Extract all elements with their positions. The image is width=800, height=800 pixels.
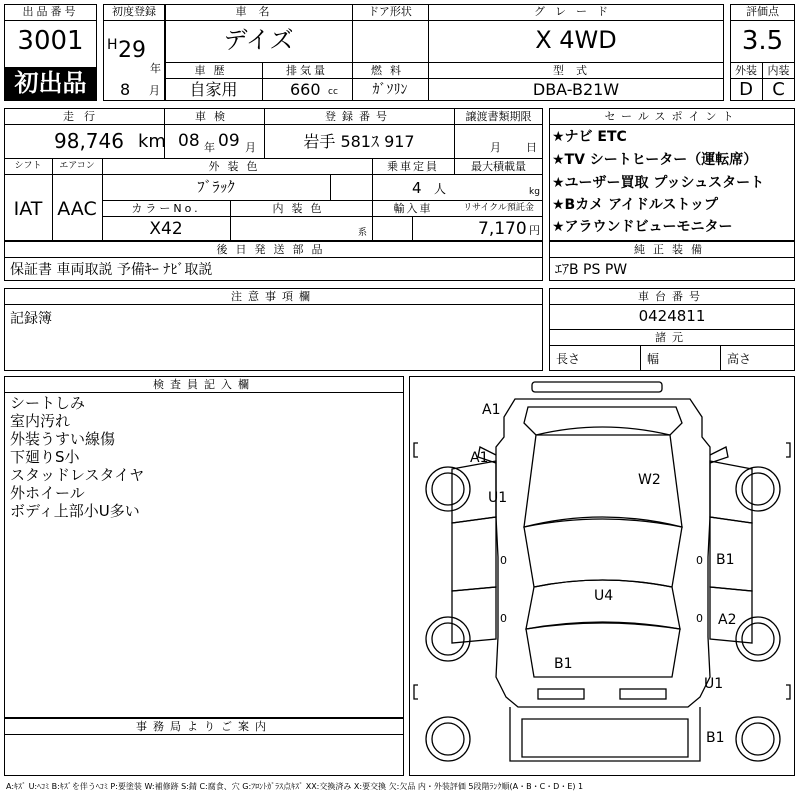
length-label: 長さ: [556, 352, 581, 366]
car-name: デイズ: [223, 26, 294, 54]
grade: X 4WD: [535, 26, 617, 54]
legend: A:ｷｽﾞ U:ﾍｺﾐ B:ｷｽﾞを伴うﾍｺﾐ P:要塗装 W:補修跡 S:錆 C:腐食、穴 G:ﾌﾛﾝﾄｶﾞﾗｽ点ｷｽﾞ XX:交換済み X:要交換 欠:欠品 内・外装評価 5段階ﾗﾝｸ順(A・B・C・D・E) 1: [6, 782, 584, 791]
exterior-grade: D: [739, 79, 753, 100]
width-label: 幅: [647, 352, 660, 366]
lot-number: 3001: [17, 26, 84, 56]
grade-label: グレード: [534, 5, 618, 18]
recycle-deposit-label: リサイクル預託金: [463, 203, 534, 213]
transfer-month: 月: [490, 141, 501, 154]
chassis-label: 車台番号: [638, 290, 706, 303]
equipment-label: 純正装備: [634, 243, 710, 256]
inspector-note: スタッドレスタイヤ: [10, 466, 145, 484]
damage-mark: B1: [554, 656, 573, 672]
capacity-unit: 人: [434, 182, 447, 196]
chassis-number: 0424811: [638, 307, 706, 325]
capacity-label: 乗車定員: [387, 160, 439, 173]
plate-label: 登録番号: [325, 110, 393, 123]
door-type-label: ドア形状: [368, 5, 412, 18]
max-load-label: 最大積載量: [471, 160, 526, 173]
height-label: 高さ: [727, 352, 752, 366]
import-label: 輸入車: [393, 202, 433, 215]
zero-mark: 0: [696, 554, 703, 567]
mileage: 98,746: [54, 129, 124, 153]
ac-label: エアコン: [59, 161, 95, 171]
history-label: 車歴: [194, 64, 233, 77]
registration-year: 29: [118, 38, 146, 63]
inspector-note: 外ホイール: [10, 484, 85, 502]
inspector-note: 下廻りS小: [10, 448, 80, 466]
capacity: 4: [412, 179, 422, 197]
score-label: 評価点: [746, 5, 779, 18]
fuel: ｶﾞｿﾘﾝ: [372, 82, 408, 98]
fuel-label: 燃料: [371, 64, 409, 77]
displacement: 660: [290, 80, 321, 99]
shift-label: シフト: [14, 161, 42, 171]
sales-points-label: セールスポイント: [604, 110, 740, 123]
exterior-color-label: 外装色: [208, 160, 266, 173]
registration-month: 8: [120, 80, 131, 99]
shift: IAT: [13, 198, 43, 220]
inspection-month: 09: [218, 131, 240, 151]
displacement-unit: cc: [328, 87, 338, 97]
inspector-note: ボディ上部小U多い: [10, 502, 140, 520]
damage-mark: U1: [488, 490, 508, 506]
lot-number-label: 出品番号: [22, 5, 79, 18]
mileage-unit: km: [138, 131, 166, 152]
notes-label: 注意事項欄: [231, 290, 316, 303]
displacement-label: 排気量: [286, 64, 328, 77]
sales-point: ★アラウンドビューモニター: [552, 219, 733, 235]
max-load-unit: kg: [529, 187, 540, 197]
damage-mark: A2: [718, 612, 737, 628]
damage-mark: W2: [638, 472, 661, 488]
equipment: ｴｱB PS PW: [555, 262, 628, 278]
zero-mark: 0: [500, 612, 507, 625]
zero-mark: 0: [696, 612, 703, 625]
inspector-note: シートしみ: [10, 394, 86, 412]
color-number-label: カラーNo.: [131, 202, 201, 215]
inspection-year: 08: [178, 131, 200, 151]
damage-mark: B1: [716, 552, 735, 568]
interior-color-label: 内装色: [272, 202, 330, 215]
inspection-year-unit: 年: [204, 141, 215, 154]
damage-mark: U1: [704, 676, 724, 692]
exterior-color: ﾌﾞﾗｯｸ: [197, 178, 235, 196]
month-unit: 月: [149, 84, 160, 97]
year-unit: 年: [150, 62, 161, 75]
mileage-label: 走行: [63, 110, 105, 123]
model-code: DBA-B21W: [532, 80, 620, 99]
model-code-label: 型式: [553, 64, 599, 77]
first-listing-badge: 初出品: [5, 67, 96, 100]
era: H: [107, 37, 118, 53]
sales-point: ★ナビ ETC: [552, 129, 627, 145]
recycle-deposit-unit: 円: [529, 224, 540, 237]
car-diagram: [409, 376, 795, 776]
transfer-day: 日: [526, 141, 537, 154]
zero-mark: 0: [500, 554, 507, 567]
inspector-label: 検査員記入欄: [153, 378, 255, 391]
color-number: X42: [149, 219, 183, 239]
inspector-note: 外装うすい線傷: [10, 430, 116, 448]
car-name-label: 車名: [235, 5, 282, 18]
damage-mark: B1: [706, 730, 725, 746]
history: 自家用: [189, 80, 238, 99]
plate-number: 岩手 581ｽ 917: [303, 132, 415, 151]
notes: 記録簿: [10, 311, 52, 327]
first-registration-label: 初度登録: [112, 5, 156, 18]
score: 3.5: [741, 26, 784, 56]
damage-mark: U4: [594, 588, 614, 604]
damage-mark: A1: [482, 402, 501, 418]
sales-point: ★Bカメ アイドルストップ: [552, 197, 718, 213]
air-conditioner: AAC: [57, 198, 97, 220]
sales-point: ★ユーザー買取 プッシュスタート: [552, 175, 765, 191]
later-parts: 保証書 車両取説 予備ｷｰ ﾅﾋﾞ取説: [10, 262, 213, 278]
inspection-month-unit: 月: [245, 141, 256, 154]
interior-label: 内装: [767, 64, 790, 77]
sales-point: ★TV シートヒーター（運転席）: [552, 152, 758, 168]
inspection-label: 車検: [195, 110, 233, 123]
interior-color-unit: 系: [358, 228, 368, 238]
office-label: 事務局よりご案内: [136, 720, 272, 733]
exterior-label: 外装: [735, 64, 757, 77]
damage-mark: A1: [470, 450, 489, 466]
interior-grade: C: [772, 79, 785, 100]
inspector-note: 室内汚れ: [10, 412, 71, 430]
transfer-deadline-label: 譲渡書類期限: [465, 110, 532, 123]
recycle-deposit: 7,170: [478, 219, 527, 239]
specs-label: 諸元: [655, 331, 689, 344]
later-parts-label: 後日発送部品: [216, 243, 331, 256]
